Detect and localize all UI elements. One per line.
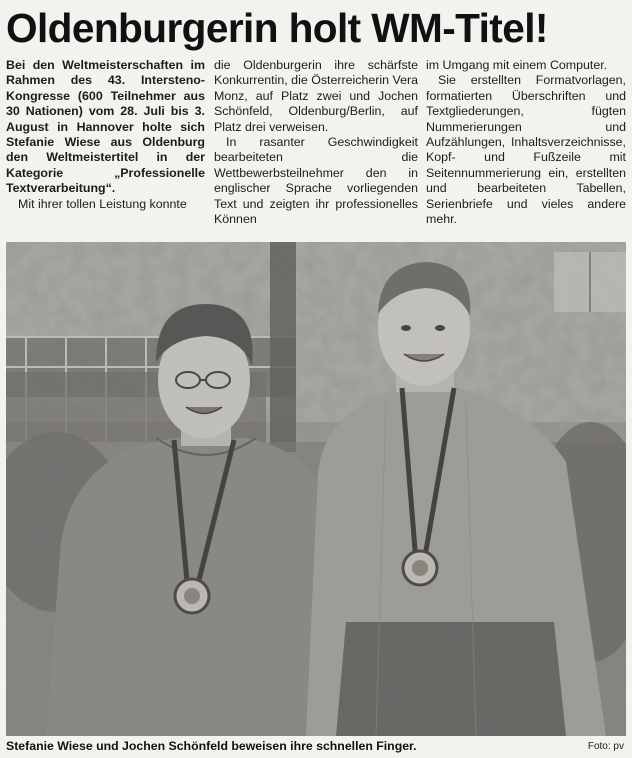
body-paragraph: die Oldenburgerin ihre schärfste Konkurrentin, die Österreicherin Vera Monz, auf Platz zwei und Jochen Schönfeld, Oldenburg/Berlin, auf Platz drei verweisen. <box>214 58 418 134</box>
body-paragraph: Mit ihrer tollen Leistung konnte <box>18 196 187 211</box>
photo-caption: Stefanie Wiese und Jochen Schönfeld beweisen ihre schnellen Finger. <box>6 739 417 753</box>
article-column-2 <box>214 58 418 227</box>
body-paragraph: In rasanter Geschwindigkeit bearbeiteten die Wettbewerbsteilnehmer den in englischer Sprache vorliegenden Text und zeigten ihr professionelles Können <box>214 135 418 227</box>
photo-credit: Foto: pv <box>587 741 624 752</box>
photo-illustration <box>6 242 626 736</box>
headline: Oldenburgerin holt WM-Titel! <box>6 5 548 51</box>
article-column-3 <box>426 58 626 227</box>
lead-paragraph: Bei den Weltmeisterschaften im Rahmen des 43. Intersteno-Kongresse (600 Teilnehmer aus 30 Nationen) vom 28. Juli bis 3. August in Hannover holte sich Stefanie Wiese aus Oldenburg den Weltmeistertitel in der Kategorie „Professionelle Textverarbeitung“. <box>6 58 205 196</box>
news-photo <box>6 242 626 736</box>
body-paragraph: Sie erstellten Formatvorlagen, formatierten Überschriften und Textgliederungen, fügten Nummerierungen und Aufzählungen, Inhaltsverzeichnisse, Kopf- und Fußzeile mit Seitennummerierung ein, erstellten und bearbeiteten Tabellen, Serienbriefe und vieles andere mehr. <box>426 73 626 227</box>
body-paragraph: im Umgang mit einem Computer. <box>426 58 608 72</box>
article-column-1 <box>6 58 205 212</box>
